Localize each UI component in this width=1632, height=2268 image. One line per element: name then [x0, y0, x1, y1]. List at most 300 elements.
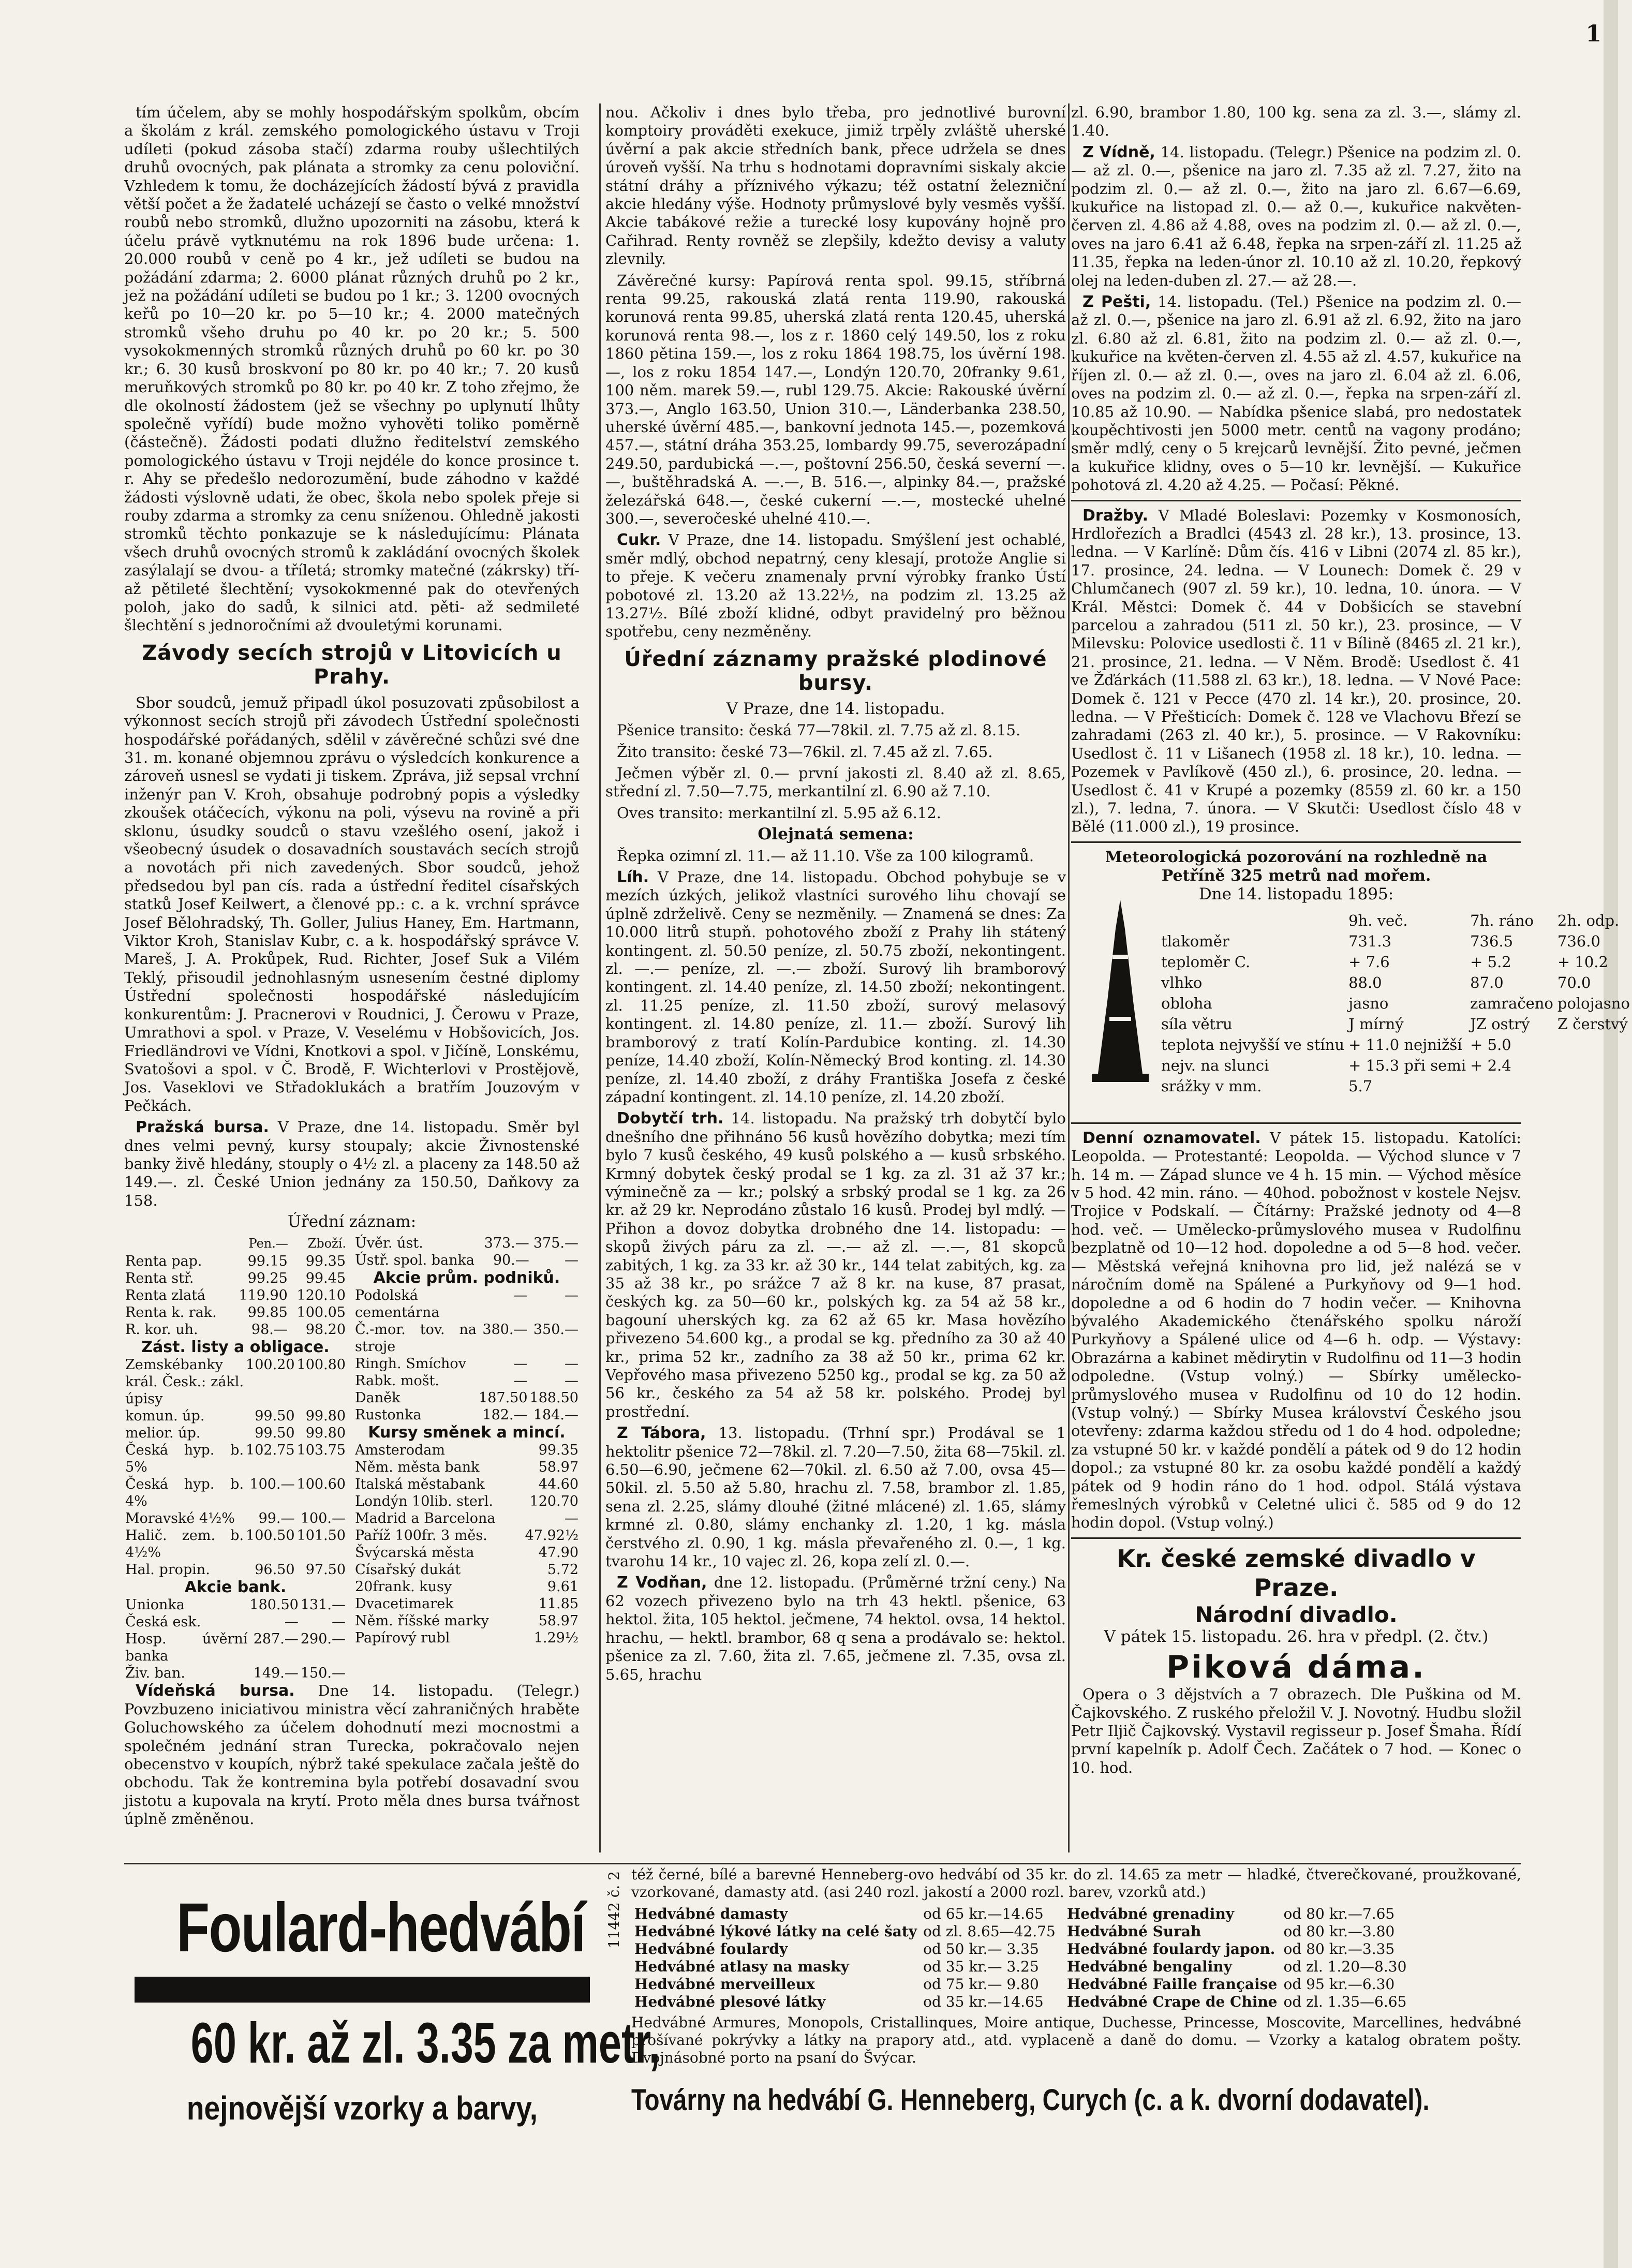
row-value: — [513, 1372, 528, 1389]
row-value: 90.— [493, 1252, 529, 1268]
industry-shares-table [354, 1287, 580, 1424]
row-value: 373.— [484, 1235, 529, 1251]
row-value: od 50 kr.— 3.35 [923, 1940, 1039, 1958]
weather-row [1159, 1055, 1632, 1076]
row-value: + 15.3 při semi [1348, 1056, 1466, 1074]
stock-tables [124, 1235, 580, 1682]
row-label: Dvacetimarek [355, 1596, 454, 1612]
section-heading: Pražská bursa. [136, 1118, 269, 1137]
row-value: + 5.2 [1470, 953, 1511, 971]
article-paragraph: Opera o 3 dějstvích a 7 obrazech. Dle Puškina od M. Čajkovského. Z ruského přeložil V. J. Novotný. Hudbu složil Petr Iljič Čajkovský. Vystavil regisseur p. Josef Šmaha. Řídí první kapelník p. Adolf Čech. Začátek o 7 hod. — Konec o 10. hod. [1071, 1685, 1521, 1776]
row-value: 187.50 [479, 1389, 528, 1406]
row-label: Česká esk. [125, 1614, 201, 1630]
divider [1071, 500, 1521, 501]
row-label: Zemskébanky král. Česk.: zákl. úpisy [125, 1356, 244, 1407]
row-label: Renta stř. [125, 1270, 194, 1286]
row-value: polojasno [1557, 994, 1630, 1012]
row-value: 131.— [300, 1597, 346, 1613]
obligations-table [124, 1356, 347, 1578]
bank-shares-table [124, 1596, 347, 1682]
ad-price: 60 kr. až zl. 3.35 za metr, [190, 2011, 660, 2075]
section-heading: Líh. [617, 868, 649, 887]
ad-list-right [1064, 1905, 1410, 2011]
row-label: Česká hyp. b. 5% [125, 1442, 244, 1475]
row-value: 350.— [533, 1321, 578, 1338]
ad-item [631, 1923, 1059, 1940]
section-heading: Vídeňská bursa. [136, 1682, 295, 1700]
row-value: 102.75 [246, 1442, 295, 1458]
section-heading: Z Pešti, [1082, 293, 1151, 312]
article-paragraph [605, 1574, 1066, 1683]
article-paragraph: Závěrečné kursy: Papírová renta spol. 99.15, stříbrná renta 99.25, rakouská zlatá renta 119.90, rakouská korunová renta 99.85, uherská zlatá renta 120.45, uherská korunová renta 98.—, los z r. 1860 celý 149.50, los z roku 1860 pětina 159.—, los z roku 1864 198.75, los úvěrní 198.—, los z roku 1854 147.—, Londýn 120.70, 20franky 9.61, 100 něm. marek 59.—, rubl 129.75. Akcie: Rakouské úvěrní 373.—, Anglo 163.50, Union 310.—, Länderbanka 238.50, uherské úvěrní 485.—, bankovní jednota 145.—, pozemková 457.—, státní dráha 353.25, lombardy 99.75, severozápadní 249.50, pardubická —.—, poštovní 256.50, česká severní —.—, buštěhradská A. —.—, B. 516.—, alpinky 84.—, pražské železářská 648.—, české cukerní —.—, mostecké uhelné 300.—, severočeské uhelné 410.—. [605, 271, 1066, 527]
row-label: Švýcarská města [355, 1545, 474, 1561]
row-label: srážky v mm. [1161, 1077, 1262, 1095]
weather-row [1159, 1034, 1632, 1055]
row-label: Unionka [125, 1597, 185, 1613]
row-value: + 2.4 [1470, 1056, 1511, 1074]
row-label: Ústř. spol. banka [355, 1252, 474, 1268]
row-label: teploměr C. [1161, 953, 1251, 971]
row-label: Hedvábné foulardy japon. [1066, 1940, 1275, 1958]
article-text: V Praze, dne 14. listopadu. Směr byl dnes velmi pevný, kursy stoupaly; akcie Živnostenské banky živě hledány, stouply o 4½ zl. a placeny za 148.50 až 149.—. zl. České Union jednány za 150.50, Daňkovy za 158. [124, 1118, 580, 1209]
divider [1071, 1122, 1521, 1124]
row-label: melior. úp. [125, 1425, 201, 1441]
table-row [354, 1527, 580, 1544]
article-paragraph [605, 1424, 1066, 1570]
row-value: 47.92½ [525, 1528, 578, 1544]
table-row [354, 1389, 580, 1406]
row-label: Papírový rubl [355, 1630, 450, 1647]
col-header: 7h. ráno [1470, 911, 1534, 929]
row-value: 103.75 [296, 1442, 346, 1458]
row-label: Renta pap. [125, 1253, 202, 1269]
table-row [354, 1287, 580, 1321]
row-value: 100.80 [296, 1356, 346, 1373]
article-text: 13. listopadu. (Trhní spr.) Prodával se 1 hektolitr pšenice 72—78kil. zl. 7.20—7.50, žita 68—75kil. zl. 6.50—6.90, ječmene 62—70kil. zl. 6.50 až 7.00, ovsa 45—50kil. zl. 5.50 až 5.80, hrachu zl. 7.58, brambor zl. 1.85, sena zl. 2.25, slámy dlouhé (žitné mlácené) zl. 1.65, slámy krmné zl. 0.80, slámy enchanky zl. 1.20, 1 kg. másla čerstvého zl. 0.90, 1 kg. másla převařeného zl. 0.—, 1 kg. tvarohu 14 kr., 10 vajec zl. 26, kopa zelí zl. 0.—. [605, 1424, 1066, 1570]
ad-item [631, 1993, 1059, 2011]
col-header: 2h. odp. [1557, 911, 1620, 929]
table-row [354, 1459, 580, 1476]
row-value: 736.5 [1470, 932, 1514, 950]
row-value: 100.05 [296, 1304, 346, 1321]
row-label: Ringh. Smíchov [355, 1355, 466, 1372]
row-value: 380.— [482, 1321, 528, 1338]
row-value: 119.90 [239, 1287, 288, 1303]
table-title: Úřední záznam: [287, 1212, 417, 1232]
table-row [354, 1235, 580, 1252]
row-value: od zl. 1.35—6.65 [1283, 1993, 1407, 2010]
row-value: od 35 kr.— 3.25 [923, 1958, 1039, 1975]
row-label: Madrid a Barcelona [355, 1510, 496, 1527]
table-row [354, 1595, 580, 1612]
article-paragraph: zl. 6.90, brambor 1.80, 100 kg. sena za zl. 3.—, slámy zl. 1.40. [1071, 103, 1521, 140]
section-heading: Cukr. [617, 531, 661, 550]
row-label: Česká hyp. b. 4% [125, 1476, 244, 1509]
row-value: — [284, 1614, 299, 1630]
row-value: 58.97 [538, 1459, 578, 1476]
petrin-tower-icon [1092, 898, 1149, 1084]
article-text: 14. listopadu. Na pražský trh dobytčí bylo dnešního dne přihnáno 56 kusů hovězího dobytka; mezi tím bylo 7 kusů českého, 49 kusů polského a — kusů srbského. Krmný dobytek český prodal se 1 kg. za zl. 31 až 37 kr.; výminečně za — kr.; polský a srbský prodal se 1 kg. za 26 kr. až 29 kr. Neprodáno zůstalo 16 kusů. Prodej byl mdlý. — Přihon a dovoz dobytka drobného dne 14. listopadu: — skopů živých páru za zl. —.— až zl. —.—, 81 skopců zabitých, 1 kg. za 33 kr. až 30 kr., 144 telat zabitých, kg. za 35 až 38 kr., po srážce 7 až 8 kr. na kuse, 87 prasat, českých kg. za 50—60 kr., polských kg. za 54 až 58 kr., bagouní uherských kg. za 62 až 65 kr. Masa hovězího přivezeno 54.600 kg., a prodal se kg. předního za 30 až 40 kr., prima 52 kr., zadního za 38 až 50 kr., prima 62 kr. Vepřového masa přivezeno 5250 kg., prodal se kg. za 50 až 56 kr., českého za 54 až 58 kr. polského. Prodej byl prostřední. [605, 1109, 1066, 1420]
row-value: 375.— [533, 1235, 578, 1251]
article-paragraph: Ječmen výběr zl. 0.— první jakosti zl. 8.40 až zl. 8.65, střední zl. 7.50—7.75, merkantilní zl. 6.90 až 7.10. [605, 764, 1066, 801]
row-value: + 5.0 [1470, 1035, 1511, 1054]
article-paragraph [1071, 143, 1521, 290]
advertisement [124, 1866, 1521, 2187]
row-value: 290.— [300, 1631, 346, 1648]
ad-item [631, 1976, 1059, 1993]
row-value: 100.— [249, 1476, 295, 1492]
ad-item [631, 1940, 1059, 1958]
row-value: 100.50 [246, 1527, 295, 1544]
exchange-table [354, 1442, 580, 1647]
ad-footer: Továrny na hedvábí G. Henneberg, Curych (c. a k. dvorní dodavatel). [631, 2083, 1430, 2117]
weather-row [1159, 972, 1632, 993]
table-row [124, 1407, 347, 1425]
row-value: 96.50 [255, 1561, 295, 1578]
table-row [124, 1442, 347, 1476]
row-label: Hedvábné Surah [1066, 1923, 1201, 1940]
table-row [124, 1287, 347, 1304]
row-label: Rustonka [355, 1406, 422, 1423]
dateline: V Praze, dne 14. listopadu. [726, 699, 945, 718]
table-row [124, 1253, 347, 1270]
section-heading: Z Vídně, [1082, 143, 1155, 161]
article-paragraph [1071, 507, 1521, 836]
article-text: V Praze, dne 14. listopadu. Obchod pohybuje se v mezích úzkých, jelikož vlastníci surového lihu chovají se úplně zdrželivě. Ceny se nezměnily. — Znamená se dnes: Za 10.000 litrů stupň. pohotového zboží z Prahy lih státený kontingent. zl. 50.50 peníze, zl. 50.75 zboží, nekontingent. zl. —.— peníze, zl. —.— zboží. Surový lih bramborový kontingent. zl. 14.40 peníze, zl. 14.50 zboží; nekontingent. zl. 11.25 peníze, zl. 11.50 zboží, surový melasový kontingent. zl. 14.80 peníze, zl. 11.— zboží. Surový lih bramborový z tratí Kolín-Pardubice konting. zl. 14.30 peníze, 14.40 zboží, Kolín-Německý Brod konting. zl. 14.30 peníze, zl. 14.40 zboží, z dráhy Františka Josefa z české západní kontingent. zl. 14.10 peníze, zl. 14.20 zboží. [605, 868, 1066, 1106]
table-row [124, 1356, 347, 1407]
article-paragraph: Oves transito: merkantilní zl. 5.95 až 6.12. [617, 804, 941, 822]
subsection-heading: Kursy směnek a mincí. [368, 1423, 566, 1442]
row-value: 736.0 [1557, 932, 1600, 950]
row-value: 11.85 [538, 1596, 578, 1612]
row-label: Daněk [355, 1389, 400, 1406]
row-label: Hal. propin. [125, 1561, 210, 1578]
row-label: Hedvábné foulardy [634, 1940, 788, 1958]
row-value: 731.3 [1348, 932, 1392, 950]
section-heading: Dražby. [1082, 506, 1149, 525]
ad-subtitle: nejnovější vzorky a barvy, [186, 2089, 538, 2127]
ad-item [631, 1905, 1059, 1923]
row-label: Č.-mor. tov. na stroje [355, 1321, 477, 1355]
subsection-heading: Akcie prům. podniků. [373, 1268, 560, 1287]
article-paragraph [605, 1109, 1066, 1421]
table-row [124, 1476, 347, 1510]
row-label: Živ. ban. [125, 1665, 185, 1682]
article-paragraph [605, 868, 1066, 1106]
table-row [124, 1613, 347, 1630]
table-row [354, 1355, 580, 1372]
article-paragraph: Pšenice transito: česká 77—78kil. zl. 7.75 až zl. 8.15. [617, 721, 1021, 739]
weather-row [1159, 931, 1632, 952]
row-value: 184.— [533, 1406, 578, 1423]
row-value: od 35 kr.—14.65 [923, 1993, 1044, 2010]
row-label: komun. úp. [125, 1407, 205, 1424]
table-row [354, 1510, 580, 1527]
weather-row [1159, 1014, 1632, 1034]
row-label: nejv. na slunci [1161, 1056, 1269, 1074]
row-value: — [513, 1287, 528, 1303]
row-label: obloha [1161, 994, 1212, 1012]
divider [1071, 1537, 1521, 1539]
weather-row [1159, 993, 1632, 1014]
article-text: V Praze, dne 14. listopadu. Smýšlení jest ochablé, směr mdlý, obchod nepatrný, ceny klesají, protože Anglie si to přeje. K večeru znamenaly první výrobky franko Ústí pobotové zl. 13.20 až 13.22½, na podzim zl. 13.25 až 13.27½. Bílé zboží klidné, odbyt pravidelný pro běžnou spotřebu, ceny nezměněny. [605, 531, 1066, 641]
row-label: Moravské 4½% [125, 1510, 235, 1526]
article-paragraph: Řepka ozimní zl. 11.— až 11.10. Vše za 100 kilogramů. [617, 847, 1034, 865]
weather-table [1159, 910, 1630, 1096]
row-value: 99.45 [305, 1270, 346, 1286]
ad-item [1064, 1923, 1410, 1940]
row-value: — [332, 1614, 346, 1630]
table-row [124, 1270, 347, 1287]
row-value: + 7.6 [1348, 953, 1390, 971]
ad-rule [124, 1863, 1521, 1864]
row-value: 47.90 [538, 1545, 578, 1561]
col-header: Pen.— [248, 1236, 288, 1251]
table-row [354, 1476, 580, 1493]
row-value: 98.— [251, 1321, 288, 1338]
ad-title: Foulard-hedvábí [176, 1889, 585, 1966]
row-value: od 80 kr.—3.80 [1283, 1923, 1395, 1940]
row-value: + 10.2 [1557, 953, 1608, 971]
row-value: 120.10 [296, 1287, 346, 1303]
subsection-heading: Zást. listy a obligace. [141, 1338, 330, 1356]
ad-item [1064, 1958, 1410, 1976]
row-label: Amsterodam [355, 1442, 445, 1459]
article-paragraph [124, 1682, 580, 1828]
row-value: 70.0 [1557, 973, 1591, 991]
ad-item [631, 1958, 1059, 1976]
row-value: 120.70 [529, 1493, 578, 1510]
row-value: 99.— [258, 1510, 295, 1526]
col-header: 9h. več. [1348, 911, 1408, 929]
table-row [124, 1321, 347, 1338]
table-row [354, 1321, 580, 1355]
column-2 [605, 103, 1066, 1852]
ad-item [1064, 1993, 1410, 2011]
article-paragraph [1071, 293, 1521, 494]
rents-table [124, 1235, 347, 1338]
article-text: 14. listopadu. (Telegr.) Pšenice na podzim zl. 0.— až zl. 0.—, pšenice na jaro zl. 7.35 až zl. 7.27, žito na podzim zl. 0.— až zl. 0.—, žito na jaro zl. 6.67—6.69, kukuřice na listopad zl. 0.— až 0.—, kukuřice nakvěten-červen zl. 4.86 až 4.88, oves na podzim zl. 0.— až zl. 0.—, oves na jaro 6.41 až 6.48, řepka na srpen-září zl. 11.25 až 11.35, řepka na leden-únor zl. 10.10 až zl. 10.20, řepkový olej na leden-duben zl. 27.— až 28.—. [1071, 143, 1522, 289]
row-value: 98.20 [305, 1321, 346, 1338]
stock-table-left [124, 1235, 347, 1682]
row-label: Paříž 100fr. 3 měs. [355, 1528, 487, 1544]
row-value: 100.60 [296, 1476, 346, 1492]
row-value: 180.50 [249, 1597, 299, 1613]
table-row [354, 1442, 580, 1459]
row-label: Něm. říšské marky [355, 1613, 489, 1629]
article-paragraph: nou. Ačkoliv i dnes bylo třeba, pro jednotlivé burovní komptoiry prováděti exekuce, jimiž trpěly zvláště uherské úvěrní a pak akcie středních bank, přece udržela se dnes úroveň vyšší. Na trhu s hodnotami dopravními siskaly akcie státní dráhy a příznivého výkazu; též ostatní železniční akcie hledány výše. Hodnoty průmyslové byly vesměs vyšší. Akcie tabákové režie a turecké losy kupovány hojně pro Cařihrad. Renty rovněž se zlepšily, kdežto devisy a valuty zlevnily. [605, 103, 1066, 268]
col-header: Zboží. [307, 1236, 346, 1251]
row-label: vlhko [1161, 973, 1203, 991]
row-label: Halič. zem. b. 4½% [125, 1527, 244, 1561]
row-value: 87.0 [1470, 973, 1504, 991]
row-value: 99.35 [305, 1253, 346, 1269]
page-number: 1 [1585, 21, 1601, 47]
row-value: od 95 kr.—6.30 [1283, 1976, 1395, 1993]
table-row [124, 1665, 347, 1682]
row-value: 99.50 [255, 1407, 295, 1424]
table-row [354, 1561, 580, 1578]
row-label: Hedvábné lýkové látky na celé šaty [634, 1923, 917, 1940]
section-heading: Z Tábora, [617, 1424, 706, 1443]
row-label: Hedvábné atlasy na masky [634, 1958, 849, 1975]
article-text: Dne 14. listopadu. (Telegr.) Povzbuzeno iniciativou ministra věcí zahraničných hraběte Goluchowského za účelem dohodnutí mezi mocnostmi a společném jednání stran Turecka, pokračovalo nejen obecenstvo v koupích, nýbrž také spekulace začala ještě do obchodu. Tak že kontremina byla potřebí dosavadní svou jistotu a kupovala na krytí. Proto měla dnes bursa tvářnost úplně změněnou. [124, 1682, 580, 1828]
row-value: — [565, 1372, 578, 1389]
article-text: dne 12. listopadu. (Průměrné tržní ceny.) Na 62 vozech přivezeno bylo na trh 43 hektl. pšenice, 63 hektol. žita, 105 hektol. ječmene, 74 hektol. ovsa, 14 hektol. hrachu, — hektl. brambor, 68 q sena a prodávalo se: hektol. pšenice za zl. 7.60, žita zl. 7.65, ječmene zl. 7.35, ovsa zl. 5.65, hrachu [605, 1574, 1066, 1683]
table-row [124, 1527, 347, 1561]
row-value: J mírný [1348, 1015, 1404, 1033]
section-heading: Denní oznamovatel. [1082, 1129, 1261, 1147]
row-value: 97.50 [305, 1561, 346, 1578]
table-row [354, 1544, 580, 1561]
row-label: Podolská cementárna [355, 1287, 440, 1321]
row-value: 99.35 [538, 1442, 578, 1459]
theatre-name: Národní divadlo. [1195, 1602, 1398, 1627]
row-value: 287.— [253, 1631, 299, 1648]
table-row [124, 1630, 347, 1665]
weather-date: Dne 14. listopadu 1895: [1198, 884, 1394, 903]
row-value: 99.80 [305, 1425, 346, 1441]
ad-more: Hedvábné Armures, Monopols, Cristallinques, Moire antique, Duchesse, Princesse, Moscovite, Marcellines, hedvábné prošívané pokrývky a látky na prapory atd., atd. vyplaceně a daně do domu. — Vzorky a katalog obratem pošty. Dvojnásobné porto na psaní do Švýcar. [631, 2014, 1521, 2066]
subsection-heading: Olejnatá semena: [758, 825, 914, 844]
row-value: — [565, 1355, 578, 1372]
article-paragraph: tím účelem, aby se mohly hospodářským spolkům, obcím a školám z král. zemského pomologického ústavu v Troji udíleti (pokud zásoba stačí) zdarma rouby ušlechtilých druhů ovocných, pak plánata a stromky za cenu poloviční. Vzhledem k tomu, že docházejících žádostí bývá z pravidla větší počet a že žadatelé ucházejí se často o velké množství roubů nebo stromků, dlužno upozorniti na zásobu, která k účelu právě vytknutému na rok 1896 bude určena: 1. 20.000 roubů v ceně po 4 kr., jež udíleti se budou na požádání zdarma; 2. 6000 plánat různých druhů po 2 kr., jež na požádání udíleti se budou po 1 kr.; 3. 1200 ovocných keřů po 10—20 kr. po 5—10 kr.; 4. 2000 matečných stromků všeho druhu po 40 kr. po 20 kr.; 5. 500 vysokokmenných stromků různých druhů po 60 kr. po 30 kr.; 6. 30 kusů broskvoní po 80 kr. po 40 kr.; 7. 20 kusů meruňkových stromků po 80 kr. po 40 kr. Z toho zřejmo, že dle okolností žádostem (jež se všechny po uplynutí lhůty společně vyřídí) bude možno vyhověti toliko poměrně (částečně). Žádosti podati dlužno ředitelství zemského pomologického ústavu v Troji nejdéle do konce prosince t. r. Ahy se předešlo nedorozumění, bude záhodno v každé žádosti výslovně udati, že obec, škola nebo spolek přeje si rouby zdarma a stromky za cenu sníženou. Ohledně jakosti stromků těchto ponkazuje se k následujícímu: Plánata všech druhů ovocných stromů k zakládání ovocných školek zasýlalají se dvou- a tříletá; stromky matečné (zákrsky) tří- až pětileté šlechtění; vysokokmenné pak do otevřených poloh, jako do sadů, k silnici atd. pěti- až sedmileté šlechtění s jednoročními až dvouletými korunami. [124, 103, 580, 634]
ad-item [1064, 1940, 1410, 1958]
row-value [1468, 1076, 1555, 1096]
table-row [124, 1596, 347, 1613]
row-value: 101.50 [296, 1527, 346, 1544]
table-row [124, 1304, 347, 1321]
row-value: 99.80 [305, 1407, 346, 1424]
row-label: Úvěr. úst. [355, 1235, 423, 1251]
subsection-heading: Akcie bank. [184, 1578, 287, 1596]
weather-row [1159, 1076, 1632, 1096]
row-value: 5.7 [1348, 1077, 1373, 1095]
row-value: 100.20 [246, 1356, 295, 1373]
row-value: — [565, 1510, 578, 1527]
table-row [354, 1252, 580, 1269]
row-label: Něm. města bank [355, 1459, 480, 1476]
row-value: Z čerstvý [1557, 1015, 1628, 1033]
row-value: 150.— [300, 1665, 346, 1682]
page-edge [1604, 0, 1618, 2268]
article-heading: Úřední záznamy pražské plodinové bursy. [624, 647, 1047, 695]
text-columns [124, 103, 1630, 1852]
row-label: tlakoměr [1161, 932, 1229, 950]
article-text: V pátek 15. listopadu. Katolíci: Leopolda. — Protestanté: Leopolda. — Východ slunce v 7 h. 14 m. — Západ slunce ve 4 h. 15 min. — Východ měsíce v 5 hod. 42 min. ráno. — 40hod. pobožnost v kostele Nejsv. Trojice v Podskalí. — Čítárny: Pražské jednoty od 4—8 hod. več. — Umělecko-průmyslového musea v Rudolfinu bezplatně od 10—12 hod. dopoledne a od 5—8 hod. večer. — Městská veřejná knihovna pro lid, jež nalézá se v náročním domě na Spálené a Purkyňovy od 9—1 hod. dopoledne a od 6 hodin do 7 hodin večer. — Knihovna bývalého Akademického čtenářského spolku nároží Purkyňovy a Spálené ulice od 4—6 h. odp. — Výstavy: Obrazárna a kabinet mědirytin v Rudolfinu od 11—3 hodin odpoledne. (Vstup volný.) — Sbírky umělecko-průmyslového musea v Rudolfinu od 10 do 12 hodin. (Vstup volný.) — Sbírky Musea království Českého jsou otevřeny: zdarma každou středu od 1 do 4 hod. odpoledne; za vstupné 50 kr. v každé pondělí a pátek od 9 do 12 hodin dopol.; za vstupné 80 kr. za osobu každé pondělí a každý pátek od 9 hodin ráno do 1 hod. odpol. Stálá výstava řemeslných výrobků v Celetné ulici č. 585 od 9 do 12 hodin dopol. (Vstup volný.) [1071, 1129, 1521, 1532]
performance-date: V pátek 15. listopadu. 26. hra v předpl. (2. čtv.) [1104, 1627, 1489, 1646]
row-label: Italská městabank [355, 1476, 485, 1493]
row-value: 5.72 [547, 1562, 578, 1578]
row-label: Rabk. mošt. [355, 1372, 440, 1389]
row-value: jasno [1348, 994, 1389, 1012]
row-value: od 65 kr.—14.65 [923, 1905, 1044, 1922]
row-value: 100.— [300, 1510, 346, 1526]
ad-intro: též černé, bílé a barevné Henneberg-ovo hedvábí od 35 kr. do zl. 14.65 za metr — hladké, čtverečkované, proužkované, vzorkované, damasty atd. (asi 240 rozl. jakostí a 2000 rozl. barev, vzorků atd.) [631, 1866, 1521, 1901]
article-text: V Mladé Boleslavi: Pozemky v Kosmonosích, Hrdlořezích a Bradlci (4543 zl. 28 kr.), 13. prosince, 13. ledna. — V Karlíně: Dům čís. 416 v Libni (2074 zl. 85 kr.), 17. prosince, 24. ledna. — V Lounech: Domek č. 29 v Chlumčanech (907 zl. 59 kr.), 10. ledna, 10. února. — V Král. Městci: Domek č. 44 v Dobšicích se stavební parcelou a zahradou (511 zl. 50 kr.), 23. prosince, — V Milevsku: Polovice usedlosti č. 11 v Bílině (8465 zl. 21 kr.), 21. prosince, 21. ledna. — V Něm. Brodě: Usedlost č. 41 ve Žďárkách (11.588 zl. 63 kr.), 18. ledna. — V Nové Pace: Domek č. 121 v Pecce (470 zl. 14 kr.), 20. prosince, 20. ledna. — V Přešticích: Domek č. 128 ve Vlachovu Březí se zahradami (263 zl. 40 kr.), 5. prosince. — V Rakovníku: Usedlost č. 11 v Lišanech (1958 zl. 18 kr.), 10. ledna. — Pozemek v Pavlíkově (450 zl.), 6. prosince, 20. ledna. — Usedlost č. 41 v Krupé a pozemky (8559 zl. 60 kr. a 150 zl.), 7. ledna, 7. února. — V Skutči: Usedlost číslo 48 v Bělé (11.000 zl.), 19 prosince. [1071, 506, 1522, 836]
row-label: Renta zlatá [125, 1287, 206, 1303]
row-label: Hosp. úvěrní banka [125, 1631, 248, 1665]
weather-box [1071, 848, 1630, 1117]
row-label: Hedvábné bengaliny [1066, 1958, 1232, 1975]
table-row [354, 1629, 580, 1647]
divider [1071, 841, 1521, 843]
row-label: Císařský dukát [355, 1562, 461, 1578]
table-row [354, 1406, 580, 1424]
row-value: JZ ostrý [1470, 1015, 1530, 1033]
row-value: 149.— [253, 1665, 299, 1682]
ad-price-list [631, 1905, 1521, 2011]
play-title: Piková dáma. [1166, 1649, 1426, 1686]
row-value: 9.61 [547, 1579, 578, 1595]
table-row [354, 1372, 580, 1389]
article-paragraph: Žito transito: české 73—76kil. zl. 7.45 až zl. 7.65. [617, 743, 993, 761]
row-value: 99.25 [247, 1270, 288, 1286]
article-text: 14. listopadu. (Tel.) Pšenice na podzim zl. 0.— až zl. 0.—, pšenice na jaro zl. 6.91 až zl. 6.92, žito na jaro zl. 6.80 až zl. 6.81, žito na podzim zl. 0.— až zl. 0.—, kukuřice na květen-červen zl. 4.55 až zl. 4.57, kukuřice na říjen zl. 0.— až zl. 0.—, oves na jaro zl. 6.04 až zl. 6.06, oves na podzim zl. 0.— až zl. 0.—, řepka na srpen-září zl. 10.85 až 10.90. — Nabídka pšenice slabá, pro nedostatek koupěchtivosti jen 5000 metr. centů na vagony prodáno; směr mdlý, ceny o 5 krejcarů levnější. Žito pevné, ječmen a kukuřice klidny, oves o 5—10 kr. levnější. — Kukuřice pohotová zl. 4.20 až 4.25. — Počasí: Pěkné. [1071, 293, 1522, 494]
table-row [354, 1578, 580, 1595]
table-row [124, 1561, 347, 1578]
row-value: 99.85 [247, 1304, 288, 1321]
row-label: Renta k. rak. [125, 1304, 217, 1321]
column-1 [124, 103, 580, 1852]
row-value: 1.29½ [533, 1630, 578, 1647]
row-label: Hedvábné damasty [634, 1905, 788, 1922]
row-value: 44.60 [538, 1476, 578, 1493]
ad-item [1064, 1905, 1410, 1923]
row-label: 20frank. kusy [355, 1579, 452, 1595]
ad-item [1064, 1976, 1410, 1993]
row-value: 88.0 [1348, 973, 1382, 991]
row-value: zamračeno [1470, 994, 1553, 1012]
article-paragraph: Sbor soudců, jemuž připadl úkol posuzovati způsobilost a výkonnost secích strojů při závodech Ústřední společnosti hospodářské pořádaných, sdělil v závěrečné schůzi své dne 31. m. konané objemnou zprávu o výsledcích konkurence a zároveň usnesl se vydati ji tiskem. Zpráva, již sepsal vrchní inženýr pan V. Kroh, obsahuje podrobný popis a výsledky zkoušek otáčecích, výkonu na poli, výsevu na rovině a při sklonu, úsudky soudců o stavu vzešlého osení, jakož i všeobecný úsudek o dosavadních soustavách secích strojů a novotách při nich zavedených. Sbor soudců, jehož předsedou byl pan cís. rada a ústřední ředitel císařských statků Josef Keilwert, a členové pp.: c. a k. vrchní správce Josef Bělohradský, Th. Goller, Julius Haney, Em. Hartmann, Viktor Kroh, Stanislav Kubr, c. a k. hospodářský správce V. Mareš, J. A. Prokůpek, Rud. Richter, Josef Suk a Vilém Teklý, přisoudil jednohlasným usnesením čestné diplomy Ústřední společnosti hospodářské následujícím konkurentům: J. Pracnerovi v Roudnici, J. Čerowu v Praze, Umrathovi a spol. v Praze, V. Veselému v Hobšovicích, Jos. Friedländrovi ve Vídni, Knotkovi a spol. v Jičíně, Lonskému, Svatošovi a spol. v Č. Brodě, F. Wichterlovi v Prostějově, Jos. Vaseklovi ve Střadoklukách a bratřím Jouzovým v Pečkách. [124, 693, 580, 1115]
weather-row [1159, 952, 1632, 972]
article-heading: Závody secích strojů v Litovicích u Prahy. [142, 641, 562, 689]
row-label: Hedvábné Crape de Chine [1066, 1993, 1278, 2010]
row-value: — [513, 1355, 528, 1372]
row-value: od 80 kr.—3.35 [1283, 1940, 1395, 1958]
row-label: Hedvábné plesové látky [634, 1993, 826, 2010]
row-value: — [565, 1252, 578, 1268]
table-row [354, 1612, 580, 1629]
row-value: 188.50 [529, 1389, 578, 1406]
column-3 [1071, 103, 1630, 1852]
article-paragraph [124, 1118, 580, 1210]
row-label: Hedvábné Faille française [1066, 1976, 1278, 1993]
ad-black-bar [135, 1977, 590, 2003]
ad-list-left [631, 1905, 1059, 2011]
ad-right [631, 1866, 1521, 2118]
stock-table-right [354, 1235, 580, 1682]
credit-table [354, 1235, 580, 1269]
row-label: Hedvábné merveilleux [634, 1976, 815, 1993]
row-value: od zl. 8.65—42.75 [923, 1923, 1056, 1940]
row-value: od 80 kr.—7.65 [1283, 1905, 1395, 1922]
section-heading: Z Vodňan, [617, 1574, 707, 1592]
row-label: R. kor. uh. [125, 1321, 198, 1338]
ad-code: 11442 č. 2 [605, 1871, 622, 1949]
row-value: 99.15 [247, 1253, 288, 1269]
row-value: + 11.0 nejnižší [1348, 1035, 1462, 1054]
article-paragraph [1071, 1129, 1521, 1532]
article-paragraph [605, 531, 1066, 641]
table-row [124, 1510, 347, 1527]
table-row [124, 1425, 347, 1442]
row-label: síla větru [1161, 1015, 1233, 1033]
row-value: 182.— [482, 1406, 528, 1423]
row-label: teplota nejvyšší ve stínu [1161, 1035, 1345, 1054]
row-value: 99.50 [255, 1425, 295, 1441]
section-heading: Dobytčí trh. [617, 1109, 724, 1128]
